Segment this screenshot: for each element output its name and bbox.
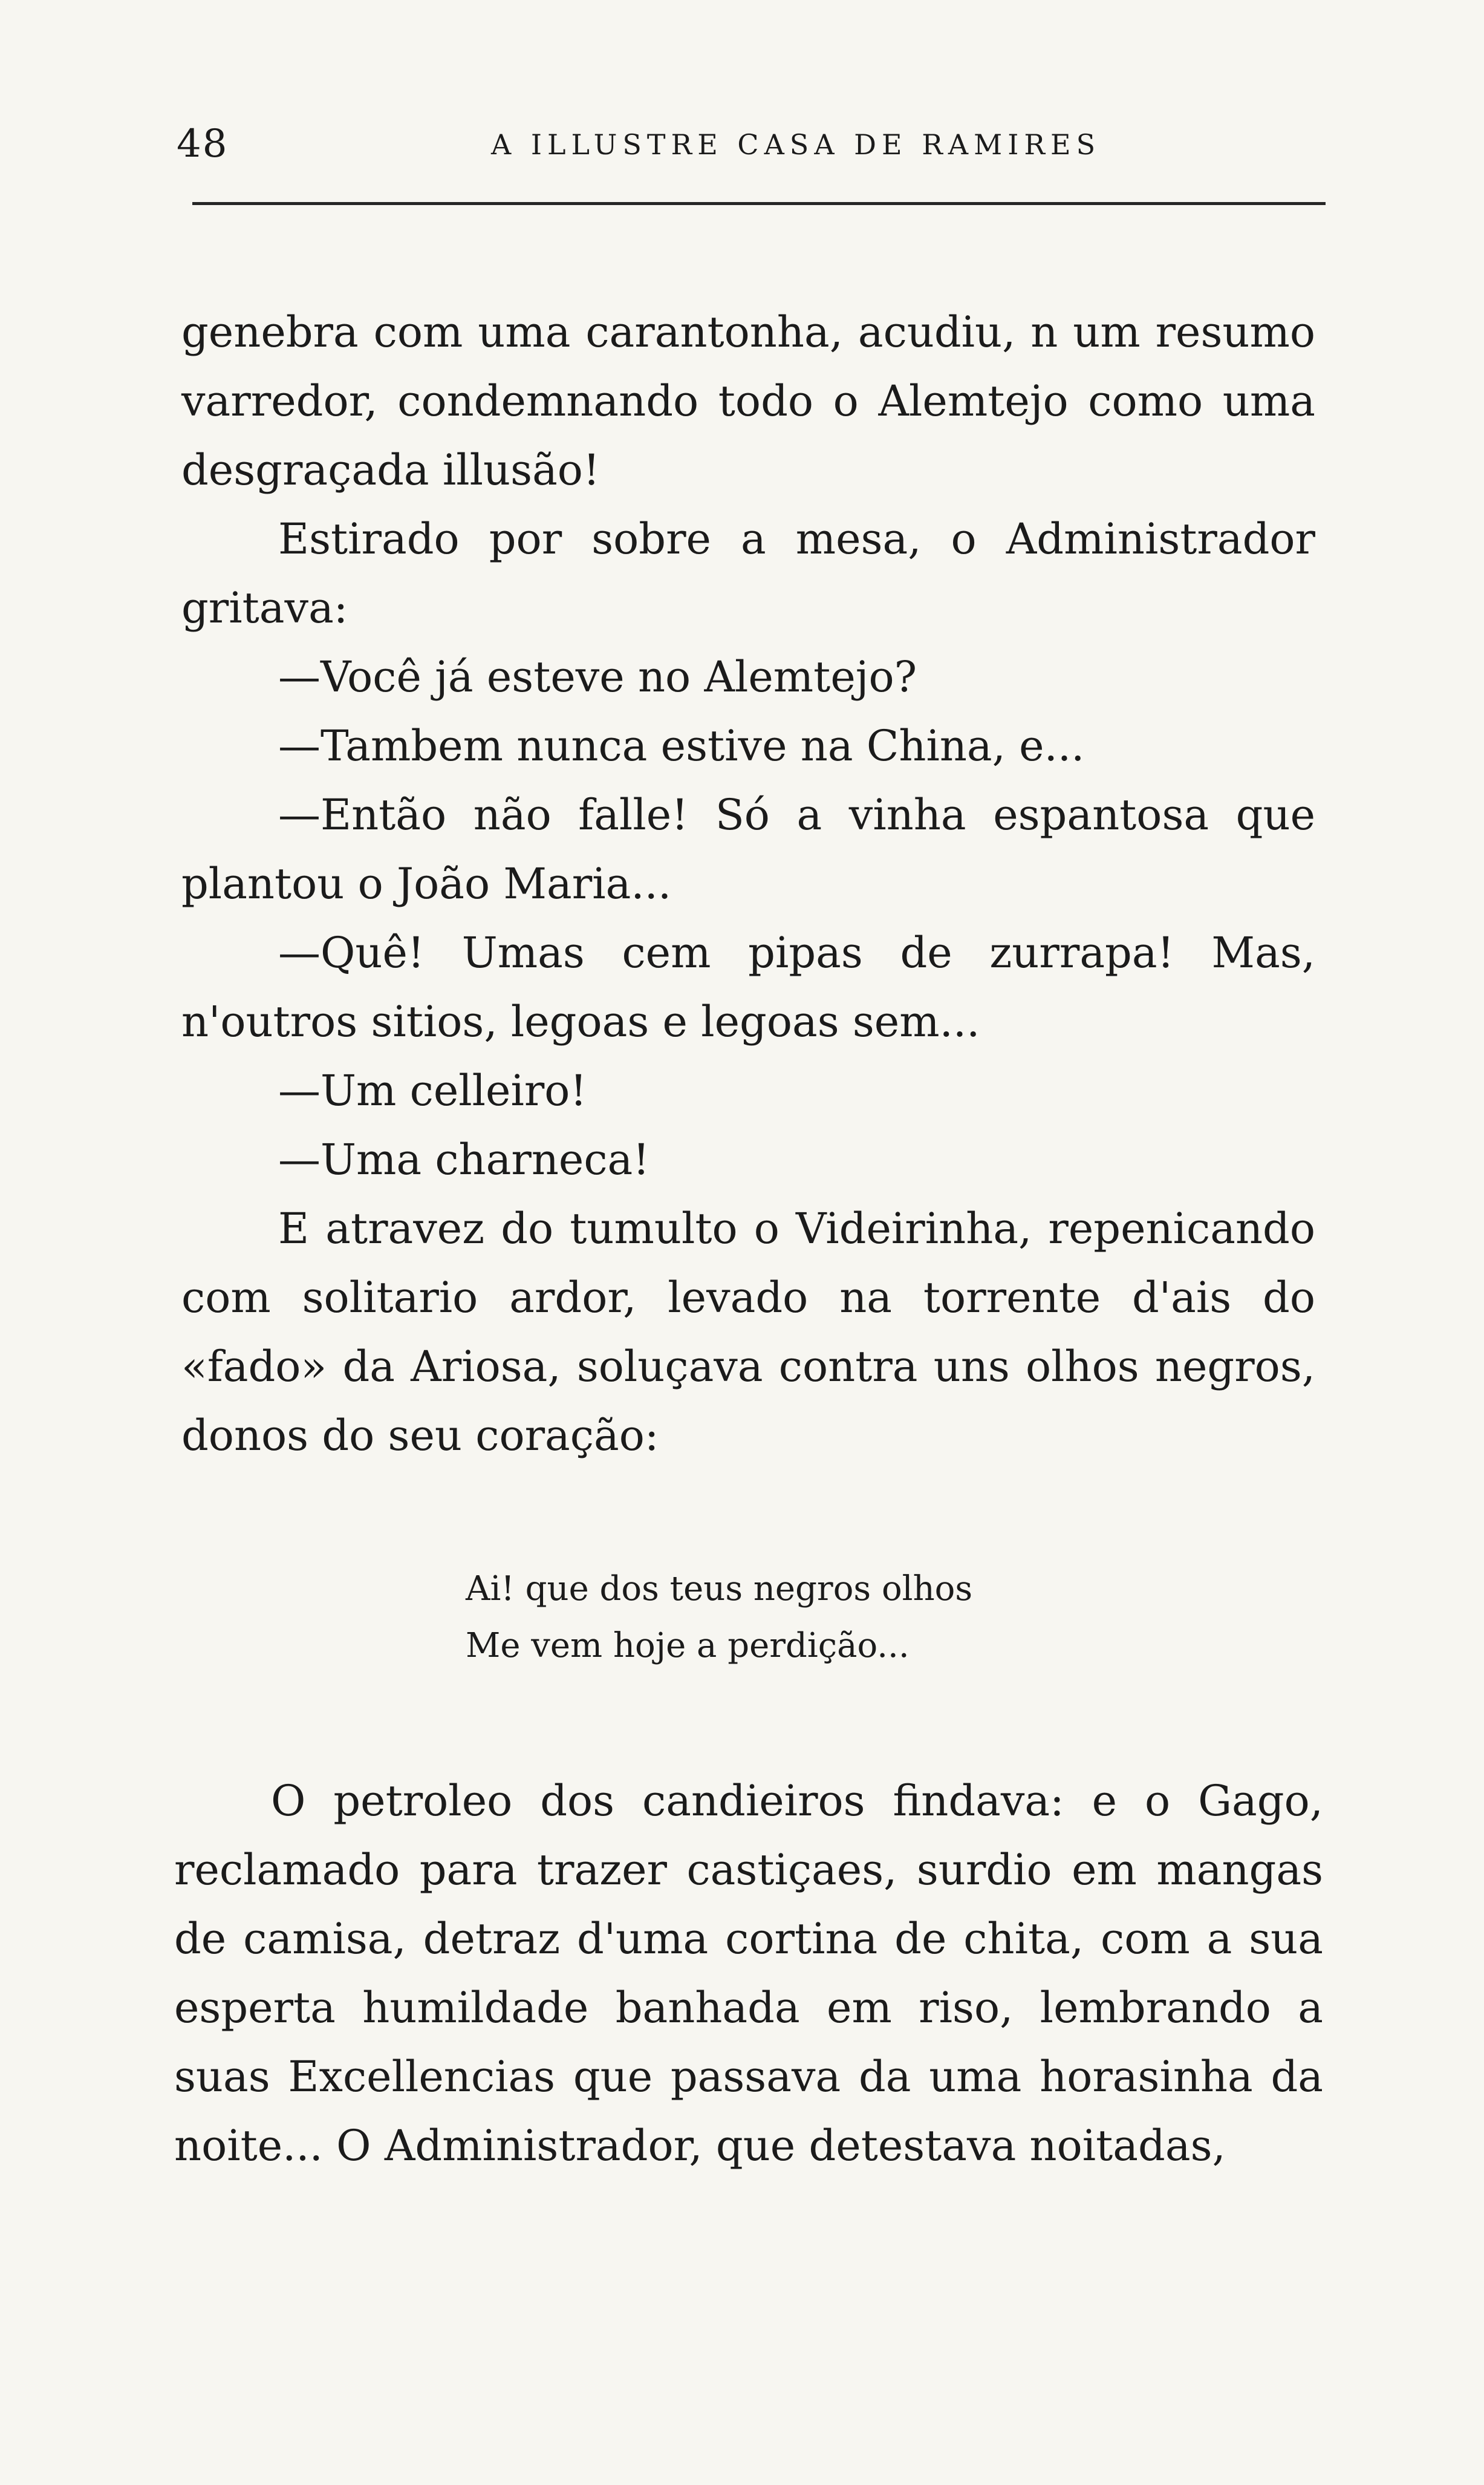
running-title: A ILLUSTRE CASA DE RAMIRES [491, 128, 1101, 161]
paragraph: genebra com uma carantonha, acudiu, n um resumo varredor, condemnando todo o Alemtejo como uma desgraçada illusão! [181, 307, 1315, 495]
body-text-continued [174, 1766, 1323, 2180]
dialogue-line: —Tambem nunca estive na China, e... [278, 721, 1085, 771]
paragraph: E atravez do tumulto o Videirinha, repenicando com solitario ardor, levado na torrente d'ais do «fado» da Ariosa, soluçava contra uns olhos negros, donos do seu coração: [181, 1204, 1315, 1460]
dialogue-line: —Então não falle! Só a vinha espantosa que plantou o João Maria... [181, 790, 1315, 909]
page-number: 48 [177, 122, 229, 166]
page-header [177, 120, 1326, 168]
body-text [181, 298, 1315, 1470]
header-rule [192, 202, 1326, 205]
verse-line: Me vem hoje a perdição... [466, 1626, 910, 1665]
dialogue-line: —Quê! Umas cem pipas de zurrapa! Mas, n'outros sitios, legoas e legoas sem... [181, 928, 1315, 1047]
paragraph: Estirado por sobre a mesa, o Administrador gritava: [181, 514, 1315, 633]
dialogue-line: —Você já esteve no Alemtejo? [278, 652, 917, 702]
dialogue-line: —Uma charneca! [278, 1135, 650, 1184]
dialogue-line: —Um celleiro! [278, 1066, 587, 1115]
paragraph: O petroleo dos candieiros findava: e o Gago, reclamado para trazer castiçaes, surdio em mangas de camisa, detraz d'uma cortina de chita, com a sua esperta humildade banhada em riso, lembrando a suas Excellencias que passava da uma horasinha da noite... O Administrador, que detestava noitadas, [174, 1776, 1323, 2170]
verse-line: Ai! que dos teus negros olhos [466, 1569, 973, 1608]
verse-quote [466, 1561, 1191, 1674]
